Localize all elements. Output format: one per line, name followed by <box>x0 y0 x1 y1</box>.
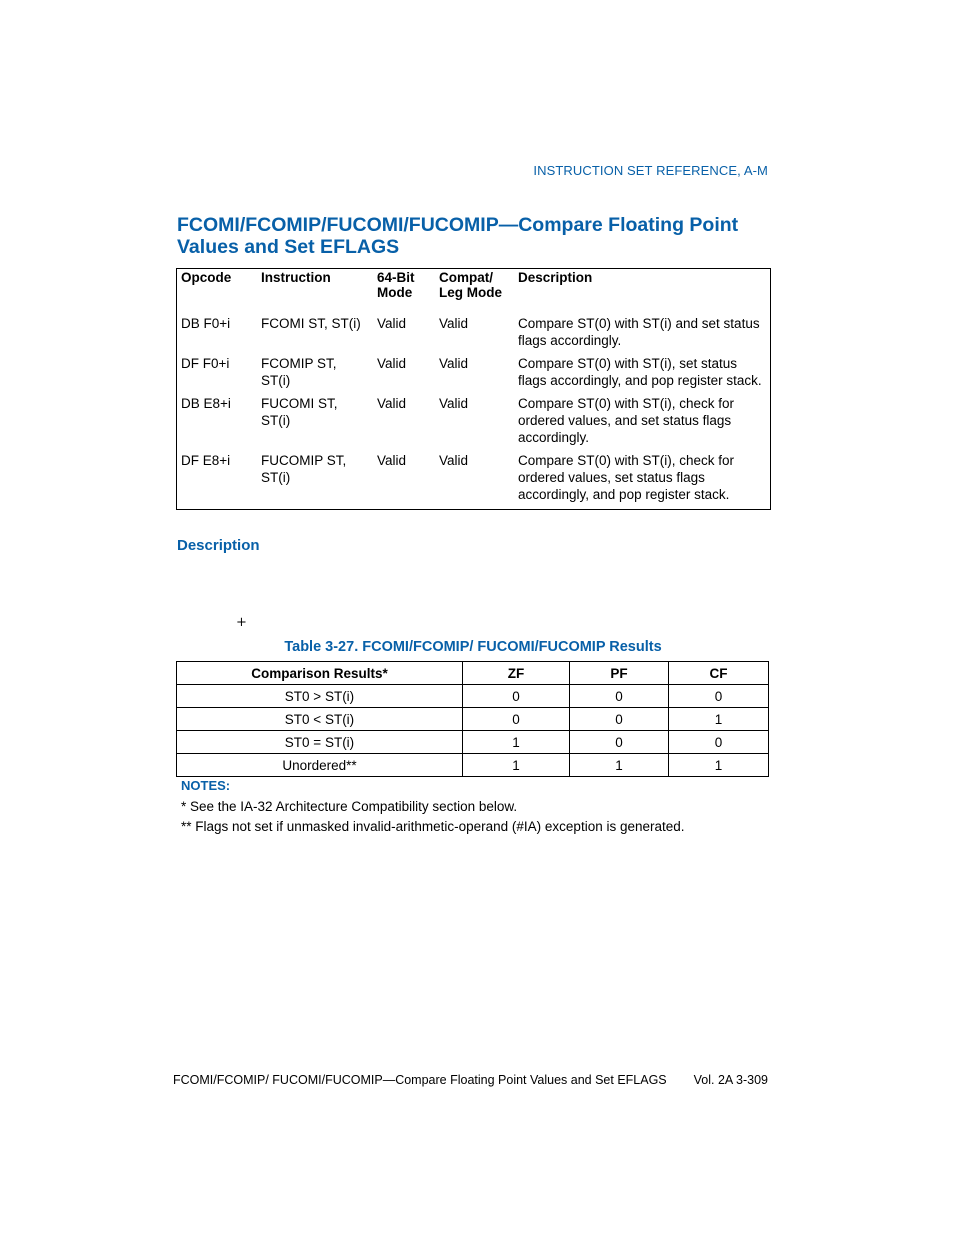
cell-cf: 0 <box>669 731 769 754</box>
table-row <box>177 731 769 754</box>
header-compat-line1: Compat/ <box>439 270 493 285</box>
table-row <box>177 708 769 731</box>
cell-pf: 1 <box>570 754 669 777</box>
page-title: FCOMI/FCOMIP/FUCOMI/FUCOMIP—Compare Floating Point Values and Set EFLAGS <box>177 214 739 258</box>
cell-opcode: DB F0+i <box>181 316 231 331</box>
cell-opcode: DF E8+i <box>181 453 231 468</box>
header-compat-line2: Leg Mode <box>439 285 502 300</box>
cell-compat: Valid <box>439 453 469 468</box>
cell-instruction: FCOMIP ST, ST(i) <box>261 356 337 388</box>
header-instruction: Instruction <box>261 270 331 285</box>
cell-compat: Valid <box>439 316 469 331</box>
cell-cf: 1 <box>669 708 769 731</box>
cell-comparison: ST0 = ST(i) <box>177 731 463 754</box>
opcode-table <box>176 268 771 510</box>
cell-comparison: ST0 < ST(i) <box>177 708 463 731</box>
cell-zf: 1 <box>463 731 570 754</box>
cell-instruction: FCOMI ST, ST(i) <box>261 316 361 331</box>
notes-heading: NOTES: <box>181 778 231 793</box>
cell-pf: 0 <box>570 731 669 754</box>
plus-glyph: + <box>236 615 247 630</box>
cell-comparison: Unordered** <box>177 754 463 777</box>
cell-opcode: DF F0+i <box>181 356 230 371</box>
note-item: ** Flags not set if unmasked invalid-arithmetic-operand (#IA) exception is generated. <box>181 819 685 834</box>
footer-title: FCOMI/FCOMIP/ FUCOMI/FUCOMIP—Compare Floating Point Values and Set EFLAGS <box>173 1073 667 1087</box>
header-zf: ZF <box>463 662 570 685</box>
cell-compat: Valid <box>439 356 469 371</box>
header-compat-leg-mode <box>435 269 514 316</box>
header-cf: CF <box>669 662 769 685</box>
cell-64bit: Valid <box>377 396 407 411</box>
cell-zf: 1 <box>463 754 570 777</box>
cell-description: Compare ST(0) with ST(i), check for ordered values, set status flags accordingly, and pop register stack. <box>518 453 735 502</box>
header-opcode: Opcode <box>181 270 232 285</box>
cell-64bit: Valid <box>377 453 407 468</box>
cell-description: Compare ST(0) with ST(i), check for ordered values, and set status flags accordingly. <box>518 396 735 445</box>
header-64bit-line2: Mode <box>377 285 413 300</box>
header-pf: PF <box>570 662 669 685</box>
table-row <box>177 685 769 708</box>
header-64bit-mode <box>373 269 435 316</box>
results-table-caption: Table 3-27. FCOMI/FCOMIP/ FUCOMI/FUCOMIP Results <box>284 639 662 655</box>
running-header: INSTRUCTION SET REFERENCE, A-M <box>533 163 768 178</box>
cell-zf: 0 <box>463 708 570 731</box>
cell-zf: 0 <box>463 685 570 708</box>
cell-cf: 1 <box>669 754 769 777</box>
table-row <box>177 395 771 452</box>
cell-64bit: Valid <box>377 316 407 331</box>
table-row <box>177 355 771 395</box>
header-64bit-line1: 64-Bit <box>377 270 415 285</box>
footer-page-number: Vol. 2A 3-309 <box>693 1073 768 1087</box>
table-row <box>177 754 769 777</box>
cell-opcode: DB E8+i <box>181 396 231 411</box>
cell-compat: Valid <box>439 396 469 411</box>
results-table <box>176 661 769 777</box>
table-row <box>177 315 771 355</box>
cell-instruction: FUCOMI ST, ST(i) <box>261 396 338 428</box>
cell-cf: 0 <box>669 685 769 708</box>
note-item: * See the IA-32 Architecture Compatibility section below. <box>181 799 518 814</box>
header-comparison-results: Comparison Results* <box>177 662 463 685</box>
description-heading: Description <box>177 537 260 554</box>
cell-64bit: Valid <box>377 356 407 371</box>
opcode-table-header-row <box>177 269 771 316</box>
cell-description: Compare ST(0) with ST(i) and set status flags accordingly. <box>518 316 760 348</box>
table-row <box>177 452 771 510</box>
cell-instruction: FUCOMIP ST, ST(i) <box>261 453 347 485</box>
cell-pf: 0 <box>570 685 669 708</box>
header-description: Description <box>518 270 593 285</box>
cell-pf: 0 <box>570 708 669 731</box>
results-header-row <box>177 662 769 685</box>
cell-comparison: ST0 > ST(i) <box>177 685 463 708</box>
cell-description: Compare ST(0) with ST(i), set status flags accordingly, and pop register stack. <box>518 356 762 388</box>
